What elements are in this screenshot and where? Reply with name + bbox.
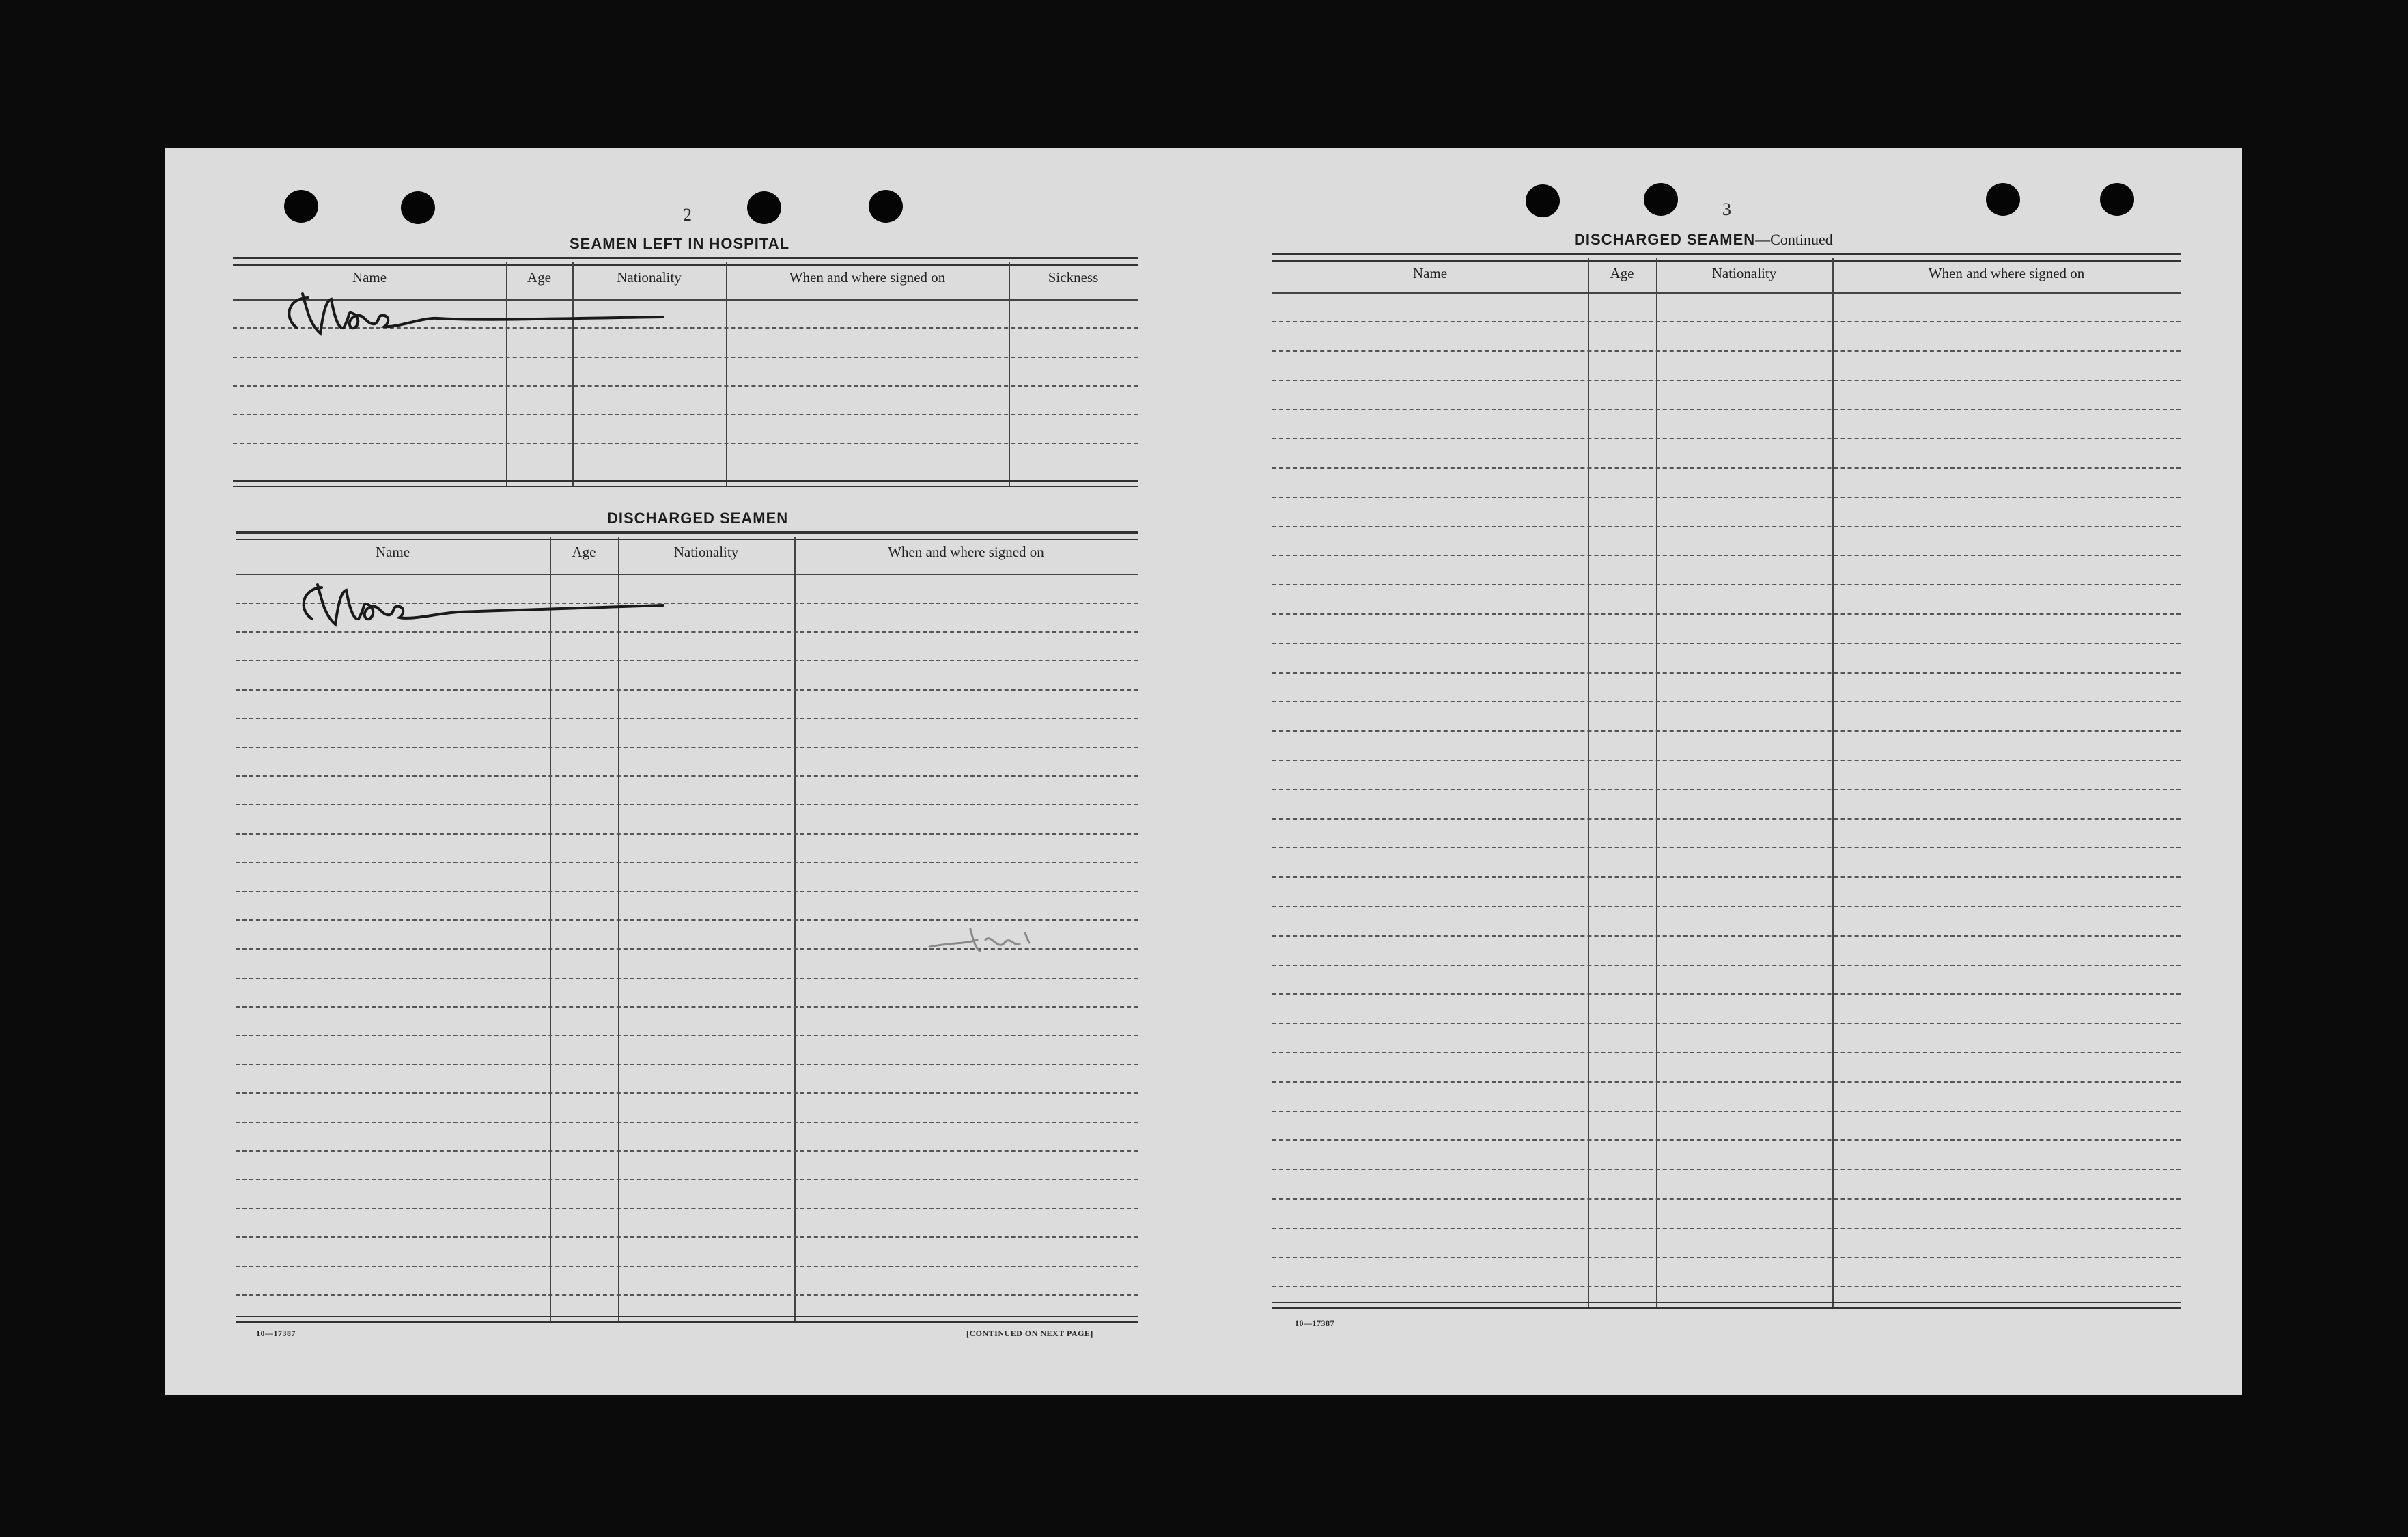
- table-row: [1272, 818, 2181, 820]
- table-row: [1272, 409, 2181, 410]
- table-bottom-rule: [1272, 1302, 2181, 1309]
- column-divider: [726, 262, 727, 486]
- table-row: [236, 804, 1138, 805]
- column-header-age: Age: [527, 269, 551, 286]
- column-header-signed-on: When and where signed on: [789, 269, 946, 286]
- table-row: [1272, 380, 2181, 381]
- discharged-continued-title-main: DISCHARGED SEAMEN: [1574, 231, 1756, 248]
- handwritten-none-discharged: [294, 578, 718, 633]
- table-top-rule: [233, 257, 1138, 266]
- table-row: [236, 1092, 1138, 1094]
- table-row: [1272, 847, 2181, 848]
- table-row: [1272, 350, 2181, 352]
- table-row: [233, 385, 1138, 387]
- discharged-section-title: DISCHARGED SEAMEN: [607, 510, 789, 527]
- continued-note: [CONTINUED ON NEXT PAGE]: [966, 1329, 1093, 1338]
- discharged-continued-title: [1574, 231, 1833, 249]
- hospital-section-title: SEAMEN LEFT IN HOSPITAL: [570, 235, 790, 252]
- table-top-rule: [1272, 253, 2181, 262]
- punch-hole: [284, 190, 318, 223]
- page-number-left: 2: [683, 205, 692, 225]
- table-row: [236, 718, 1138, 719]
- column-header-age: Age: [1610, 265, 1634, 281]
- page-number-right: 3: [1722, 199, 1731, 219]
- column-divider: [618, 537, 619, 1321]
- table-row: [236, 775, 1138, 777]
- table-row: [236, 891, 1138, 892]
- punch-hole: [1526, 184, 1560, 217]
- manifest-spread: [165, 148, 2242, 1395]
- table-row: [236, 1208, 1138, 1209]
- punch-hole: [1644, 183, 1678, 216]
- punch-hole: [869, 190, 903, 223]
- column-divider: [1588, 258, 1589, 1307]
- table-row: [236, 689, 1138, 691]
- column-header-name: Name: [352, 269, 387, 286]
- table-row: [1272, 584, 2181, 585]
- punch-hole: [2100, 183, 2134, 216]
- table-top-rule: [236, 531, 1138, 540]
- table-row: [236, 1266, 1138, 1267]
- header-underline: [236, 574, 1138, 575]
- punch-hole: [747, 191, 781, 224]
- column-header-signed-on: When and where signed on: [888, 544, 1044, 560]
- form-number-left: 10—17387: [256, 1329, 296, 1338]
- table-row: [233, 443, 1138, 444]
- table-row: [1272, 613, 2181, 615]
- table-row: [1272, 438, 2181, 439]
- table-row: [1272, 906, 2181, 907]
- column-header-signed-on: When and where signed on: [1928, 265, 2085, 281]
- column-header-name: Name: [375, 544, 410, 560]
- table-row: [1272, 467, 2181, 469]
- table-row: [236, 862, 1138, 863]
- table-row: [236, 1236, 1138, 1238]
- table-row: [1272, 701, 2181, 702]
- table-row: [1272, 643, 2181, 644]
- table-row: [1272, 497, 2181, 498]
- punch-hole: [1986, 183, 2020, 216]
- table-bottom-rule: [236, 1316, 1138, 1323]
- column-divider: [1656, 258, 1657, 1307]
- table-row: [236, 1294, 1138, 1296]
- table-row: [1272, 672, 2181, 674]
- form-number-right: 10—17387: [1295, 1318, 1334, 1328]
- column-header-name: Name: [1412, 265, 1448, 281]
- column-divider: [550, 537, 551, 1321]
- table-row: [1272, 1169, 2181, 1170]
- column-divider: [794, 537, 796, 1321]
- handwritten-none-hospital: [281, 287, 718, 342]
- table-row: [236, 1122, 1138, 1123]
- column-divider: [1009, 262, 1010, 486]
- column-header-age: Age: [572, 544, 596, 560]
- table-row: [236, 1035, 1138, 1036]
- discharged-continued-table: [1272, 253, 2181, 1312]
- column-header-nationality: Nationality: [1711, 265, 1777, 281]
- punch-hole: [401, 191, 435, 224]
- table-row: [1272, 935, 2181, 937]
- table-row: [1272, 1081, 2181, 1083]
- discharged-continued-suffix: —Continued: [1755, 231, 1833, 248]
- table-row: [236, 1064, 1138, 1065]
- column-header-nationality: Nationality: [617, 269, 682, 286]
- table-row: [1272, 555, 2181, 556]
- table-row: [1272, 1257, 2181, 1258]
- table-row: [236, 833, 1138, 835]
- table-row: [1272, 965, 2181, 966]
- table-row: [1272, 321, 2181, 322]
- table-row: [236, 1006, 1138, 1008]
- table-row: [236, 1150, 1138, 1152]
- table-row: [1272, 1023, 2181, 1024]
- table-row: [236, 660, 1138, 661]
- table-row: [1272, 1198, 2181, 1200]
- table-row: [236, 1179, 1138, 1180]
- table-row: [1272, 730, 2181, 732]
- table-row: [1272, 526, 2181, 527]
- table-row: [236, 978, 1138, 979]
- table-row: [233, 414, 1138, 415]
- table-row: [1272, 876, 2181, 878]
- table-row: [1272, 789, 2181, 790]
- table-row: [1272, 760, 2181, 761]
- table-row: [1272, 1111, 2181, 1112]
- header-underline: [1272, 292, 2181, 294]
- table-bottom-rule: [233, 480, 1138, 487]
- table-row: [1272, 993, 2181, 995]
- column-header-nationality: Nationality: [673, 544, 739, 560]
- table-row: [1272, 1052, 2181, 1053]
- table-row: [236, 747, 1138, 748]
- table-row: [1272, 1139, 2181, 1141]
- table-row: [1272, 1228, 2181, 1229]
- column-divider: [1832, 258, 1834, 1307]
- table-row: [1272, 1286, 2181, 1287]
- faint-handwritten-mark: [923, 919, 1052, 960]
- column-header-sickness: Sickness: [1048, 269, 1099, 286]
- table-row: [233, 357, 1138, 358]
